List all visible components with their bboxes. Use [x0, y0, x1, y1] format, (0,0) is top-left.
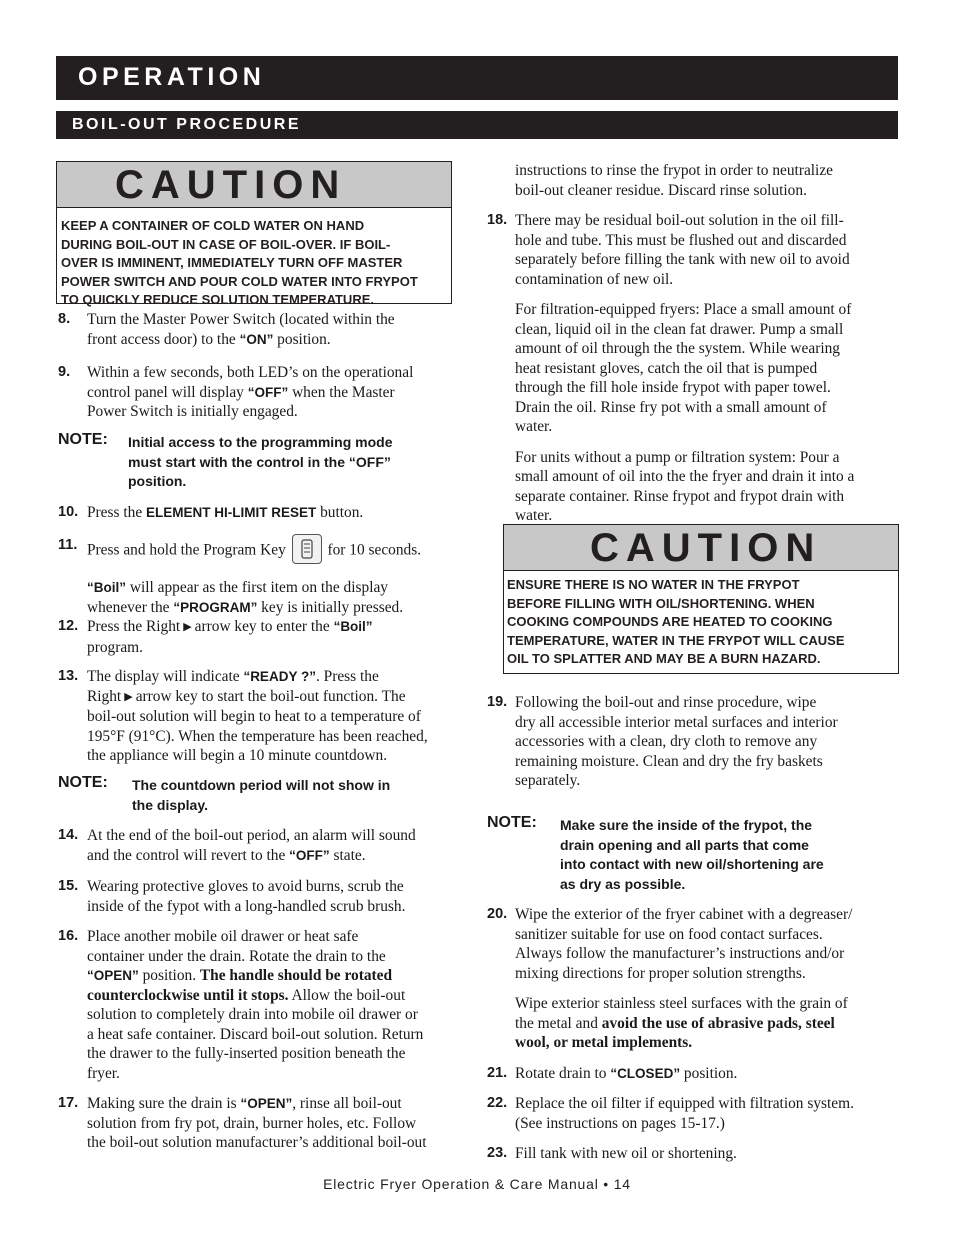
- step-text: Wipe exterior stainless steel surfaces with the grain of: [515, 995, 848, 1012]
- step-text: [87, 330, 395, 350]
- step-text: amount of oil through the the system. While wearing: [515, 340, 840, 357]
- step-text: Following the boil-out and rinse procedure, wipe: [515, 694, 817, 711]
- step-number: 13.: [58, 668, 79, 684]
- keyword: “CLOSED”: [610, 1066, 681, 1081]
- caution-title: CAUTION: [115, 163, 347, 207]
- text: Press the Right: [87, 618, 181, 635]
- step-text: There may be residual boil-out solution in the oil fill-: [515, 212, 844, 229]
- keyword: “Boil”: [87, 580, 126, 595]
- keyword: “Boil”: [333, 619, 373, 634]
- caution-box-1: [56, 161, 452, 307]
- step-text: solution to completely drain into mobile oil drawer or: [87, 1006, 418, 1023]
- subsection-title: BOIL-OUT PROCEDURE: [72, 116, 301, 133]
- step-text: the boil-out solution manufacturer’s additional boil-out: [87, 1134, 427, 1151]
- caution-line: BEFORE FILLING WITH OIL/SHORTENING. WHEN: [507, 595, 815, 611]
- program-key-icon: [292, 534, 322, 564]
- step-text: heat resistant gloves, catch the oil that is pumped: [515, 359, 818, 377]
- step-number: 18.: [487, 212, 508, 228]
- step-number: 9.: [58, 364, 71, 380]
- note-text: The countdown period will not show in: [132, 777, 391, 793]
- step-text: accessories with a clean, dry cloth to remove any: [515, 733, 818, 750]
- keyword: “OFF”: [247, 384, 289, 400]
- step-text: remaining moisture. Clean and dry the fry baskets: [515, 752, 823, 770]
- keyword: “PROGRAM”: [173, 599, 258, 615]
- text: for 10 seconds.: [327, 541, 422, 559]
- step-text: Drain the oil. Rinse fry pot with a small amount of: [515, 398, 827, 416]
- caution-title-bar: [504, 525, 898, 571]
- step-text: [87, 578, 467, 598]
- keyword: “OPEN”: [87, 968, 139, 983]
- step-text: Turn the Master Power Switch (located within the: [87, 311, 395, 328]
- text: position.: [273, 330, 331, 348]
- step-text: Fill tank with new oil or shortening.: [515, 1145, 737, 1162]
- step-number: 16.: [58, 928, 79, 944]
- note-text: the display.: [132, 796, 208, 813]
- step-number: 19.: [487, 694, 508, 710]
- step-text: [87, 966, 469, 986]
- step-text: [87, 536, 467, 566]
- text: the metal and: [515, 1014, 602, 1032]
- step-text: separately.: [515, 772, 581, 789]
- text: Rotate drain to: [515, 1065, 611, 1082]
- step-text: [515, 1033, 897, 1053]
- keyword: “OPEN”: [240, 1096, 293, 1111]
- step-text: [87, 1094, 469, 1114]
- step-text: boil-out cleaner residue. Discard rinse solution.: [515, 181, 807, 199]
- bold-text: counterclockwise until it stops.: [87, 986, 289, 1004]
- step-text: inside of the fypot with a long-handled scrub brush.: [87, 897, 406, 915]
- step-text: water.: [515, 418, 553, 435]
- keyword: “READY ?”: [243, 669, 316, 684]
- step-text: hole and tube. This must be flushed out and discarded: [515, 231, 847, 249]
- keyword: “OFF”: [289, 847, 330, 863]
- keyword: “ON”: [239, 331, 274, 347]
- step-text: [87, 617, 373, 638]
- caution-line: POWER SWITCH AND POUR COLD WATER INTO FRYPOT: [61, 273, 418, 289]
- step-text: [87, 383, 413, 403]
- step-number: 21.: [487, 1065, 508, 1081]
- caution-line: OVER IS IMMINENT, IMMEDIATELY TURN OFF MASTER: [61, 255, 403, 270]
- step-text: Wearing protective gloves to avoid burns, scrub the: [87, 878, 404, 895]
- step-number: 15.: [58, 878, 79, 894]
- step-text: solution from fry pot, drain, burner holes, etc. Follow: [87, 1114, 417, 1132]
- text: position.: [680, 1065, 738, 1082]
- step-text: 195°F (91°C). When the temperature has been reached,: [87, 727, 428, 745]
- step-number: 8.: [58, 311, 71, 327]
- step-text: the drawer to the fully-inserted position beneath the: [87, 1045, 406, 1062]
- caution-title-bar: [57, 162, 451, 208]
- step-text: small amount of oil into the the fryer and drain it into a: [515, 468, 855, 485]
- step-number: 20.: [487, 906, 508, 922]
- step-text: container under the drain. Rotate the drain to the: [87, 947, 386, 965]
- caution-line: COOKING COMPOUNDS ARE HEATED TO COOKING: [507, 614, 833, 629]
- note-label: NOTE:: [58, 774, 108, 791]
- step-text: clean, liquid oil in the clean fat drawer. Pump a small: [515, 320, 844, 338]
- step-text: instructions to rinse the frypot in order to neutralize: [515, 162, 833, 179]
- step-text: At the end of the boil-out period, an alarm will sound: [87, 827, 416, 844]
- text: will appear as the first item on the display: [126, 579, 389, 596]
- step-text: For filtration-equipped fryers: Place a small amount of: [515, 301, 852, 318]
- note-text: as dry as possible.: [560, 875, 686, 892]
- step-text: Always follow the manufacturer’s instructions and/or: [515, 945, 845, 962]
- right-arrow-icon: ▶: [124, 690, 133, 703]
- step-number: 22.: [487, 1095, 508, 1111]
- step-text: [87, 846, 416, 866]
- step-text: separately before filling the tank with new oil to avoid: [515, 251, 850, 268]
- step-text: [87, 598, 467, 618]
- step-number: 14.: [58, 827, 79, 843]
- step-text: dry all accessible interior metal surfaces and interior: [515, 713, 838, 731]
- text: The display will indicate: [87, 668, 244, 685]
- step-number: 10.: [58, 504, 79, 520]
- caution-line: ENSURE THERE IS NO WATER IN THE FRYPOT: [507, 577, 800, 592]
- note-text: position.: [128, 473, 187, 489]
- step-text: program.: [87, 638, 143, 656]
- section-title: OPERATION: [78, 63, 266, 91]
- text: arrow key to start the boil-out function. The: [135, 687, 406, 705]
- step-text: separate container. Rinse frypot and frypot drain with: [515, 487, 845, 505]
- step-text: Replace the oil filter if equipped with filtration system.: [515, 1095, 854, 1112]
- text: Allow the boil-out: [288, 986, 406, 1004]
- step-text: contamination of new oil.: [515, 270, 674, 288]
- step-text: [87, 687, 469, 708]
- note-text: into contact with new oil/shortening are: [560, 856, 824, 872]
- note-text: Initial access to the programming mode: [128, 434, 393, 450]
- step-text: a heat safe container. Discard boil-out solution. Return: [87, 1025, 424, 1043]
- note-text: Make sure the inside of the frypot, the: [560, 817, 813, 833]
- step-number: 12.: [58, 618, 79, 634]
- step-text: [87, 986, 469, 1006]
- step-text: the appliance will begin a 10 minute countdown.: [87, 747, 388, 764]
- step-text: Wipe the exterior of the fryer cabinet with a degreaser/: [515, 906, 853, 923]
- step-text: mixing directions for proper solution strengths.: [515, 964, 806, 982]
- step-17-continued: [515, 161, 895, 200]
- step-number: 11.: [58, 537, 78, 553]
- step-text: Within a few seconds, both LED’s on the operational: [87, 364, 414, 381]
- caution-line: KEEP A CONTAINER OF COLD WATER ON HAND: [61, 218, 365, 233]
- step-number: 23.: [487, 1145, 508, 1161]
- caution-line: TO QUICKLY REDUCE SOLUTION TEMPERATURE.: [61, 292, 374, 307]
- step-text: [87, 667, 469, 687]
- text: when the Master: [288, 383, 395, 401]
- right-arrow-icon: ▶: [183, 621, 192, 633]
- caution-box-2: [503, 524, 899, 674]
- caution-text: [57, 208, 451, 314]
- text: Right: [87, 687, 122, 705]
- step-text: sanitizer suitable for use on food contact surfaces.: [515, 925, 823, 943]
- text: front access door) to the: [87, 330, 240, 348]
- bold-text: wool, or metal implements.: [515, 1034, 693, 1051]
- text: and the control will revert to the: [87, 846, 290, 864]
- footer-text: Electric Fryer Operation & Care Manual • 14: [323, 1176, 631, 1192]
- note-label: NOTE:: [58, 431, 108, 448]
- text: state.: [329, 846, 366, 864]
- text: , rinse all boil-out: [292, 1095, 402, 1112]
- step-text: fryer.: [87, 1064, 120, 1082]
- step-text: [515, 1014, 897, 1034]
- caution-text: [504, 571, 898, 673]
- note-text: must start with the control in the “OFF”: [128, 453, 391, 470]
- step-number: 17.: [58, 1095, 79, 1111]
- step-text: boil-out solution will begin to heat to a temperature of: [87, 708, 421, 725]
- step-text: water.: [515, 507, 553, 524]
- subsection-header: [56, 111, 898, 139]
- bold-text: avoid the use of abrasive pads, steel: [601, 1014, 835, 1032]
- text: button.: [316, 504, 364, 521]
- text: Press the: [87, 504, 146, 521]
- section-header: [56, 56, 898, 100]
- text: Press and hold the Program Key: [87, 541, 286, 559]
- note-label: NOTE:: [487, 814, 537, 831]
- text: position.: [138, 967, 200, 984]
- text: . Press the: [315, 668, 379, 685]
- text: key is initially pressed.: [257, 598, 404, 616]
- note-text: drain opening and all parts that come: [560, 836, 809, 853]
- keyword: ELEMENT HI-LIMIT RESET: [146, 505, 317, 520]
- step-text: Power Switch is initially engaged.: [87, 403, 298, 420]
- page-footer: [0, 1176, 954, 1192]
- text: arrow key to enter the: [194, 618, 334, 635]
- step-text: through the fill hole inside frypot with paper towel.: [515, 379, 831, 396]
- text: Making sure the drain is: [87, 1095, 241, 1112]
- caution-line: TEMPERATURE, WATER IN THE FRYPOT WILL CAUSE: [507, 632, 845, 648]
- bold-text: The handle should be rotated: [199, 967, 393, 984]
- text: control panel will display: [87, 383, 248, 401]
- text: whenever the: [87, 598, 174, 616]
- caution-line: DURING BOIL-OUT IN CASE OF BOIL-OVER. IF BOIL-: [61, 236, 391, 252]
- caution-line: OIL TO SPLATTER AND MAY BE A BURN HAZARD.: [507, 651, 821, 666]
- step-text: For units without a pump or filtration system: Pour a: [515, 448, 840, 466]
- step-text: (See instructions on pages 15-17.): [515, 1114, 725, 1132]
- step-text: Place another mobile oil drawer or heat safe: [87, 928, 359, 945]
- caution-title: CAUTION: [590, 526, 822, 570]
